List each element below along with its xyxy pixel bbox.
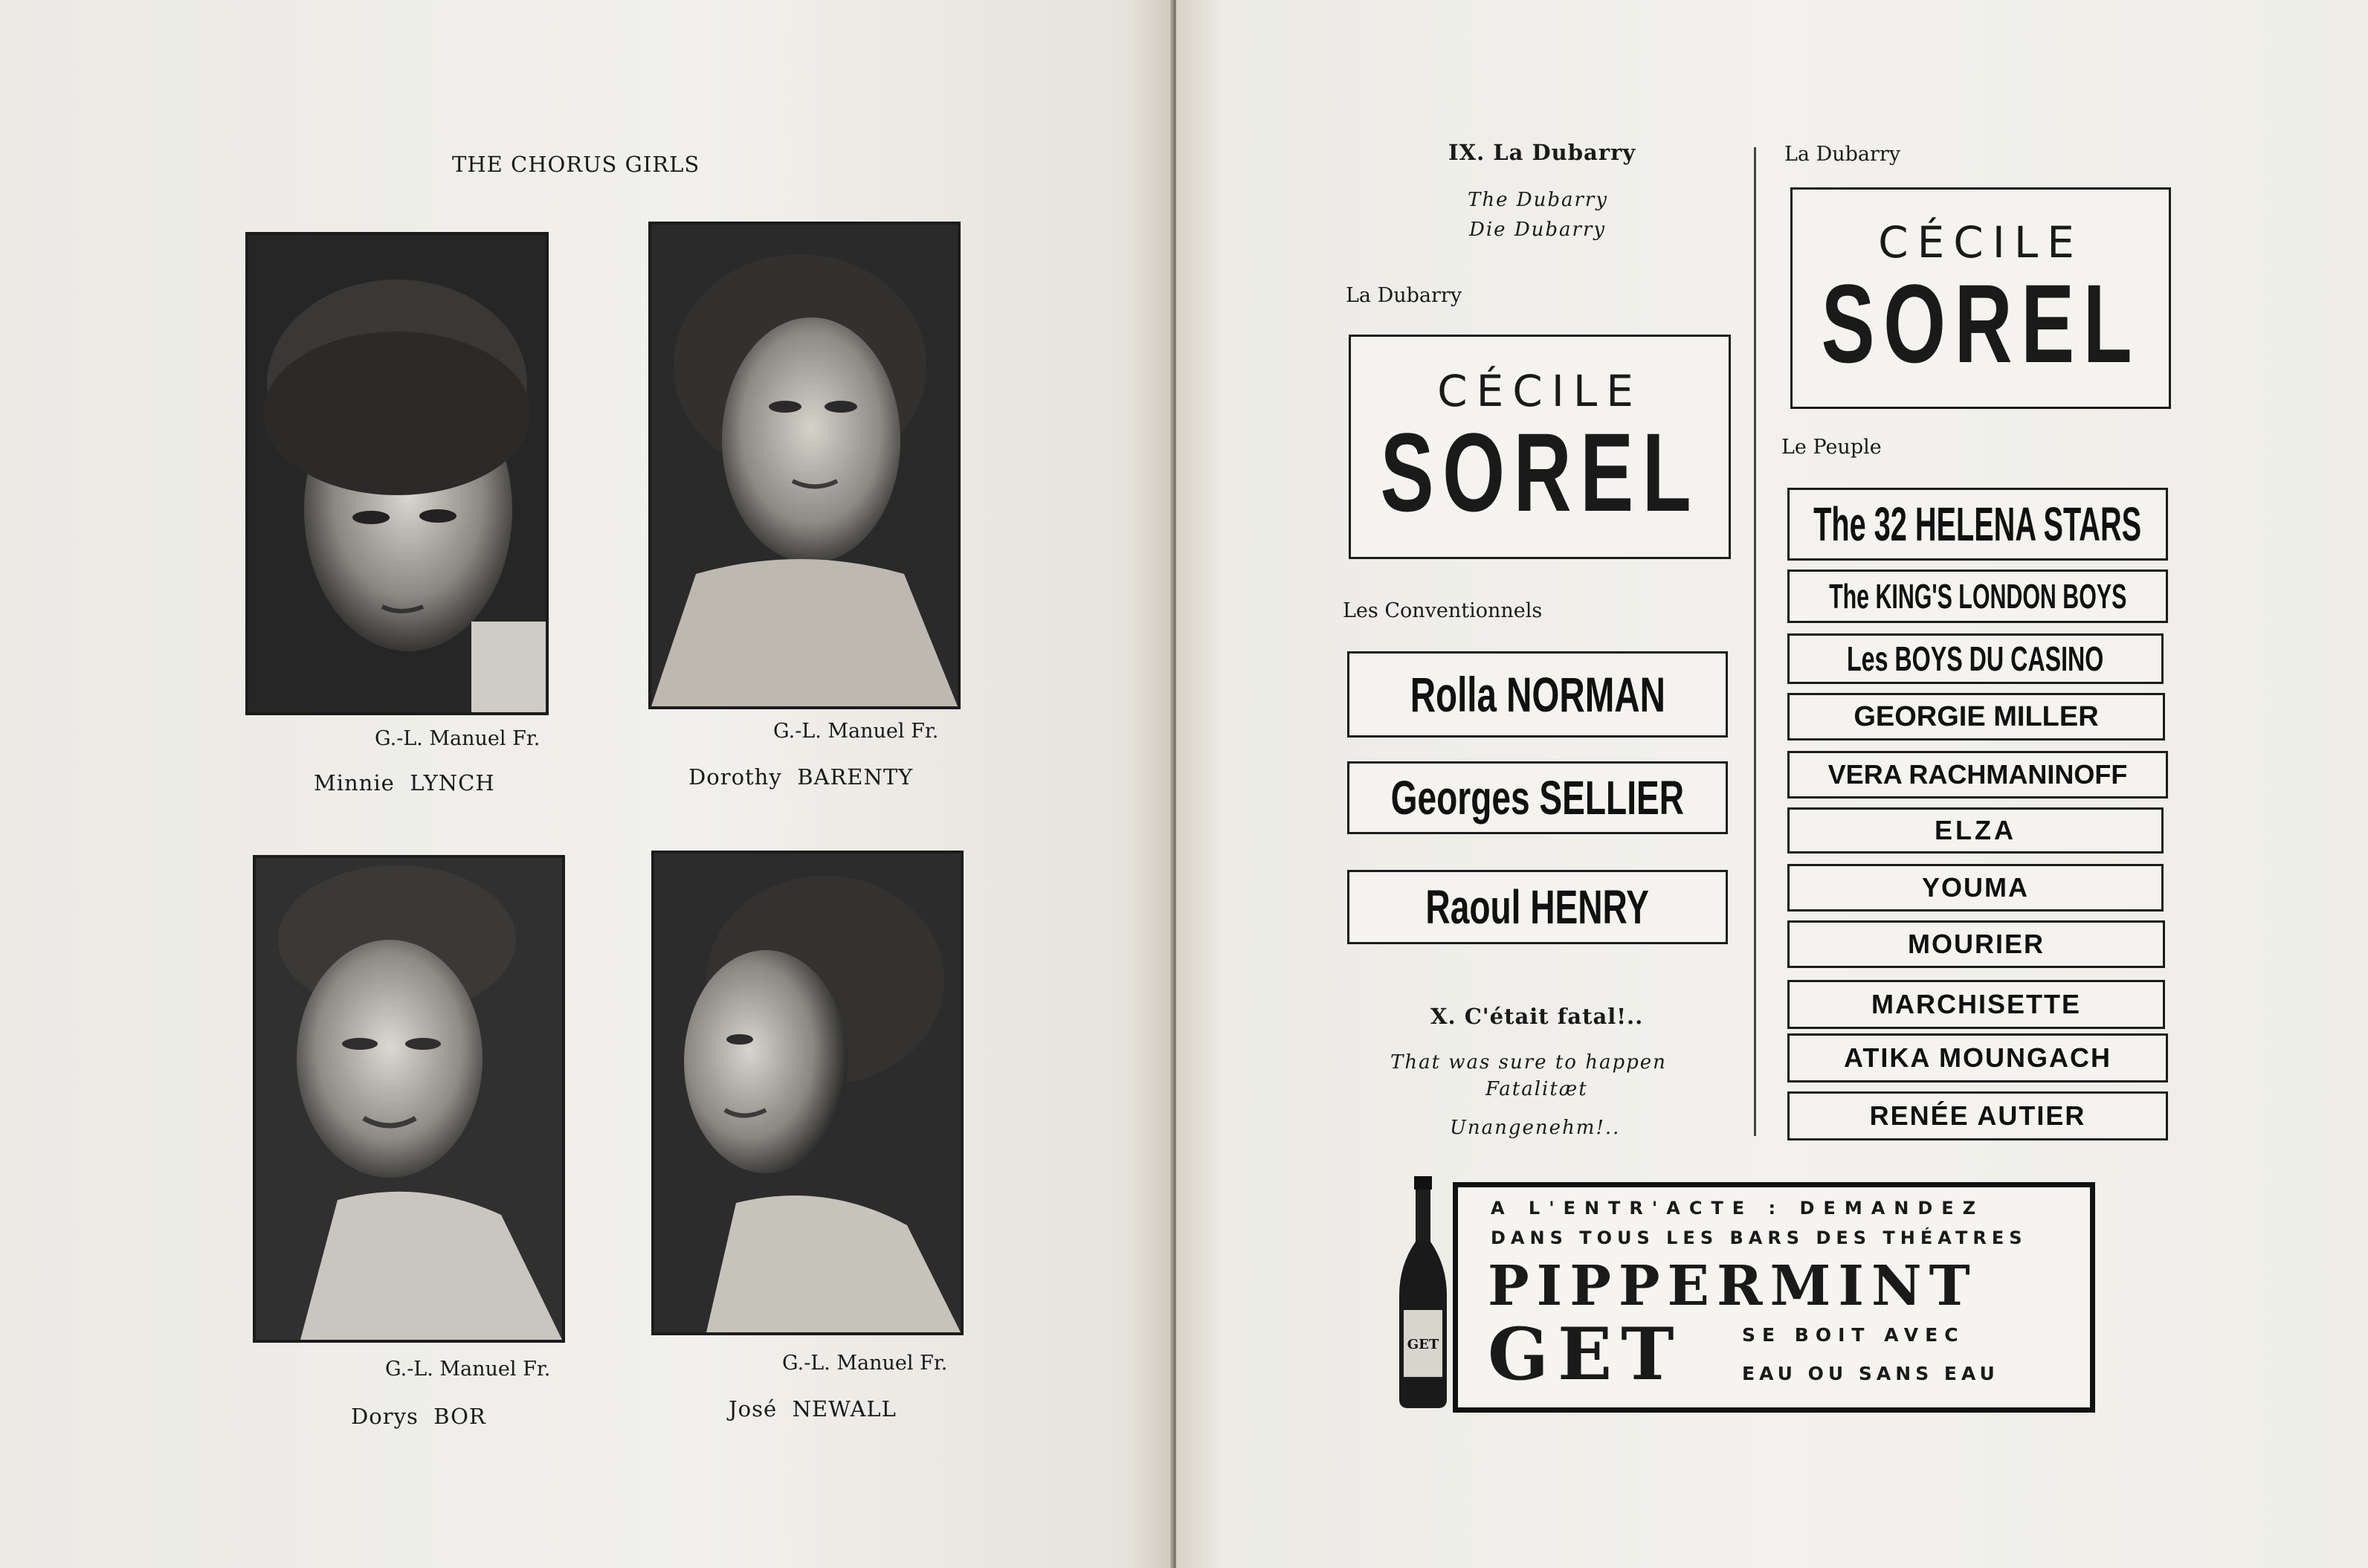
cast-name: Raoul HENRY xyxy=(1425,880,1650,934)
performer-name: Dorothy BARENTY xyxy=(688,764,914,790)
cast-box xyxy=(1787,807,2164,854)
photo-credit: G.-L. Manuel Fr. xyxy=(375,727,541,750)
cast-name: MARCHISETTE xyxy=(1871,989,2081,1019)
portrait-photo-dorys-bor xyxy=(253,855,565,1343)
cast-name: MOURIER xyxy=(1908,929,2045,959)
portrait-image xyxy=(256,858,562,1340)
star-last-name: SOREL xyxy=(1380,410,1700,535)
star-first-name: CÉCILE xyxy=(1878,217,2083,268)
cast-name: RENÉE AUTIER xyxy=(1869,1100,2086,1131)
cast-name: Rolla NORMAN xyxy=(1410,667,1665,722)
scene-translation-de: Unangenehm!.. xyxy=(1450,1117,1621,1139)
scene-translation-en: That was sure to happen xyxy=(1390,1051,1667,1074)
photo-credit: G.-L. Manuel Fr. xyxy=(385,1358,551,1381)
role-label: La Dubarry xyxy=(1346,284,1462,307)
performer-name: José NEWALL xyxy=(729,1396,897,1422)
ad-brand-pippermint: PIPPERMINT xyxy=(1488,1254,1978,1318)
cast-name: ELZA xyxy=(1935,815,2016,845)
cast-name: The 32 HELENA STARS xyxy=(1813,497,2142,551)
portrait-image xyxy=(651,225,958,706)
cast-name: GEORGIE MILLER xyxy=(1854,700,2099,732)
cast-name: Georges SELLIER xyxy=(1390,771,1685,825)
role-label: Les Conventionnels xyxy=(1343,599,1543,622)
scene-title-ix: IX. La Dubarry xyxy=(1448,140,1636,165)
ad-frame xyxy=(1453,1182,2095,1413)
cast-box xyxy=(1347,761,1728,834)
cast-box xyxy=(1787,980,2165,1029)
performer-name: Minnie LYNCH xyxy=(314,770,495,796)
cast-box xyxy=(1347,870,1728,944)
photo-credit: G.-L. Manuel Fr. xyxy=(773,720,939,743)
portrait-photo-minnie-lynch xyxy=(245,232,549,715)
cast-box xyxy=(1347,651,1728,738)
left-page xyxy=(0,0,1173,1568)
cast-name: Les BOYS DU CASINO xyxy=(1847,639,2104,678)
cast-box xyxy=(1787,920,2165,968)
ad-line-2: DANS TOUS LES BARS DES THÉATRES xyxy=(1491,1227,2027,1248)
scene-translation-da: Fatalitæt xyxy=(1485,1078,1588,1100)
star-billing-box xyxy=(1790,187,2171,409)
scene-title-x: X. C'était fatal!.. xyxy=(1430,1004,1644,1029)
cast-name: ATIKA MOUNGACH xyxy=(1844,1042,2111,1073)
photo-credit: G.-L. Manuel Fr. xyxy=(782,1352,948,1375)
star-first-name: CÉCILE xyxy=(1437,366,1642,416)
cast-name: The KING'S LONDON BOYS xyxy=(1828,577,2127,616)
ad-brand-get: GET xyxy=(1488,1312,1683,1396)
portrait-photo-jose-newall xyxy=(651,851,964,1335)
scene-translation-en: The Dubarry xyxy=(1468,189,1609,211)
performer-name: Dorys BOR xyxy=(351,1404,486,1429)
star-last-name: SOREL xyxy=(1821,261,2140,386)
star-billing-box xyxy=(1349,335,1731,559)
role-label: Le Peuple xyxy=(1781,436,1882,459)
cast-box xyxy=(1787,1033,2168,1083)
portrait-image xyxy=(248,235,546,712)
cast-box xyxy=(1787,864,2164,912)
cast-name: VERA RACHMANINOFF xyxy=(1827,759,2128,790)
page-title: THE CHORUS GIRLS xyxy=(452,152,700,177)
portrait-image xyxy=(654,854,961,1332)
cast-box xyxy=(1787,1091,2168,1140)
column-divider xyxy=(1754,147,1756,1136)
ad-line-3: SE BOIT AVEC xyxy=(1742,1324,1965,1346)
bottle-icon xyxy=(1393,1176,1453,1408)
cast-name: YOUMA xyxy=(1922,872,2029,903)
portrait-photo-dorothy-barenty xyxy=(648,222,961,709)
pippermint-advertisement xyxy=(1393,1176,2101,1408)
ad-line-4: EAU OU SANS EAU xyxy=(1742,1363,1999,1384)
cast-box xyxy=(1787,693,2165,741)
ad-line-1: A L'ENTR'ACTE : DEMANDEZ xyxy=(1491,1198,1985,1219)
cast-box xyxy=(1787,751,2168,798)
bottle-label: GET xyxy=(1407,1337,1439,1352)
cast-box xyxy=(1787,488,2168,561)
cast-box xyxy=(1787,633,2164,684)
role-label: La Dubarry xyxy=(1784,143,1901,166)
cast-box xyxy=(1787,570,2168,623)
scene-translation-de: Die Dubarry xyxy=(1469,219,1607,241)
